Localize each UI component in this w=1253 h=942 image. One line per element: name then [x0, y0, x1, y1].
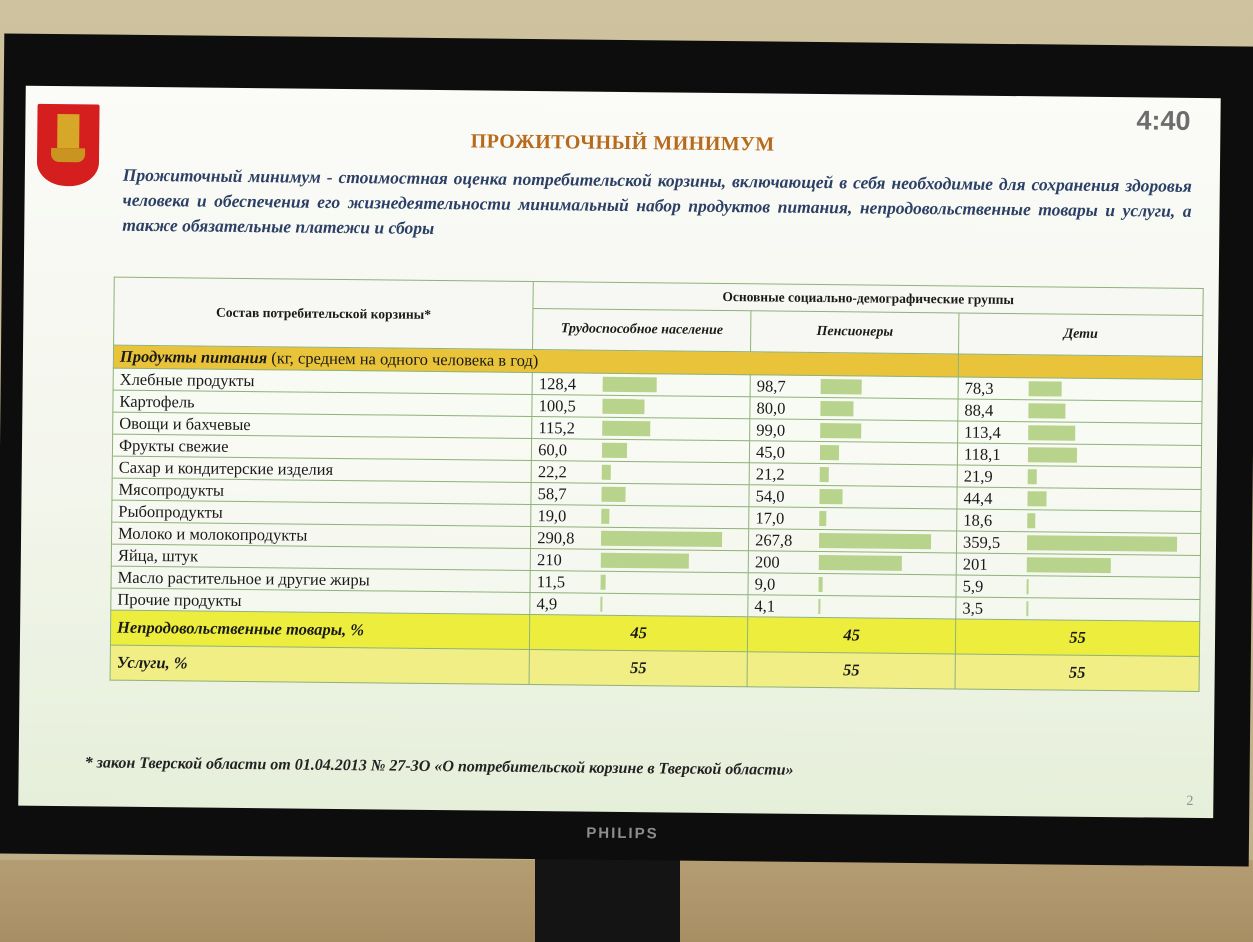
food-value-bar: [603, 377, 657, 393]
food-value: 5,9: [962, 576, 984, 596]
food-item-name: Рыбопродукты: [112, 500, 531, 526]
food-rows: [111, 368, 1202, 621]
food-value-bar: [601, 553, 689, 569]
food-value-bar: [1027, 513, 1035, 528]
basket-table: [110, 277, 1204, 692]
food-value-bar: [820, 401, 853, 416]
nonfood-value-working: 45: [530, 614, 748, 651]
food-value-bar: [601, 531, 722, 547]
food-value: 201: [962, 554, 988, 574]
food-value: 88,4: [964, 400, 994, 420]
page-number: 2: [1186, 793, 1194, 809]
food-value: 18,6: [963, 510, 993, 530]
food-value-bar: [602, 487, 626, 502]
slide-title: ПРОЖИТОЧНЫЙ МИНИМУМ: [470, 130, 775, 156]
food-value-bar: [1028, 469, 1037, 484]
food-value-bar: [1027, 491, 1046, 506]
food-value-bar: [819, 577, 823, 592]
services-label: Услуги, %: [110, 645, 530, 684]
food-value-bar: [818, 599, 820, 614]
tv-monitor: [0, 33, 1253, 866]
food-cell-children: [957, 487, 1201, 512]
food-cell-pensioners: [750, 419, 958, 443]
food-value: 200: [754, 551, 780, 572]
food-cell-children: [956, 597, 1200, 622]
food-cell-children: [957, 465, 1201, 490]
groups-header: Основные социально-демографические группы: [533, 282, 1203, 316]
food-value-bar: [820, 445, 839, 460]
food-value: 9,0: [754, 573, 776, 594]
food-cell-pensioners: [748, 573, 956, 597]
food-value-bar: [1027, 535, 1177, 552]
food-item-name: Картофель: [113, 390, 532, 416]
food-value: 128,4: [538, 373, 577, 393]
food-item-name: Овощи и бахчевые: [113, 412, 532, 438]
food-value: 98,7: [756, 375, 786, 396]
food-value-bar: [819, 555, 902, 571]
food-cell-working: [532, 417, 750, 441]
food-cell-working: [531, 527, 749, 551]
food-cell-children: [958, 421, 1202, 446]
food-value: 99,0: [756, 419, 786, 440]
food-cell-children: [958, 399, 1202, 424]
food-value: 290,8: [537, 527, 575, 547]
food-value: 210: [536, 549, 562, 569]
food-cell-children: [956, 575, 1200, 600]
food-cell-children: [956, 553, 1200, 578]
food-value-bar: [600, 597, 602, 612]
food-value: 22,2: [537, 461, 567, 481]
food-cell-working: [532, 395, 750, 419]
food-cell-working: [532, 439, 750, 463]
services-value-pensioners: 55: [747, 652, 955, 689]
food-value: 44,4: [963, 488, 993, 508]
food-item-name: Прочие продукты: [111, 588, 530, 614]
food-value-bar: [820, 489, 843, 504]
food-value: 45,0: [756, 441, 786, 462]
food-value: 78,3: [964, 378, 994, 398]
presentation-slide: [18, 86, 1220, 818]
group-header-pensioners: Пенсионеры: [751, 311, 959, 354]
food-section-empty: [958, 354, 1202, 380]
food-value-bar: [1028, 403, 1065, 418]
food-value-bar: [603, 399, 645, 414]
nonfood-value-pensioners: 45: [748, 617, 956, 654]
food-value-bar: [601, 575, 606, 590]
food-value-bar: [1027, 579, 1029, 594]
food-cell-working: [531, 505, 749, 529]
food-value-bar: [602, 421, 650, 437]
food-value: 100,5: [538, 395, 576, 415]
food-value: 115,2: [538, 417, 576, 437]
food-value: 21,2: [755, 463, 785, 484]
food-value: 11,5: [536, 571, 566, 591]
footnote: * закон Тверской области от 01.04.2013 № 27-ЗО «О потребительской корзине в Тверской области»: [84, 754, 794, 779]
food-cell-working: [531, 483, 749, 507]
nonfood-value-children: 55: [955, 619, 1199, 657]
food-value-bar: [819, 511, 826, 526]
food-value: 118,1: [963, 444, 1001, 464]
definition-text: Прожиточный минимум - стоимостная оценка потребительской корзины, включающей в себя необходимые для сохранения здоровья человека и обеспечения его жизнедеятельности минимальный набор продуктов питания, непродовольственные товары и услуги, а также обязательные платежи и сборы: [122, 164, 1192, 238]
food-cell-children: [957, 509, 1201, 534]
food-value: 58,7: [537, 483, 567, 503]
food-value-bar: [1027, 557, 1111, 573]
food-value: 4,9: [536, 593, 558, 613]
food-value: 21,9: [963, 466, 993, 486]
food-value-bar: [1029, 381, 1062, 396]
food-cell-pensioners: [749, 529, 957, 553]
tv-brand-logo: PHILIPS: [586, 824, 659, 843]
food-cell-pensioners: [748, 595, 956, 619]
food-value-bar: [602, 443, 627, 458]
food-cell-pensioners: [749, 507, 957, 531]
logo-crown: [51, 148, 85, 162]
food-cell-pensioners: [748, 551, 956, 575]
food-value-bar: [1028, 447, 1077, 463]
group-header-children: Дети: [959, 313, 1203, 357]
food-value-bar: [1026, 601, 1028, 616]
food-item-name: Сахар и кондитерские изделия: [112, 456, 531, 482]
food-value: 3,5: [962, 598, 984, 618]
food-value: 113,4: [964, 422, 1001, 442]
food-value-bar: [820, 423, 861, 438]
food-item-name: Масло растительное и другие жиры: [111, 566, 530, 592]
food-item-name: Хлебные продукты: [113, 368, 532, 394]
nonfood-label: Непродовольственные товары, %: [110, 610, 530, 649]
basket-column-header: Состав потребительской корзины*: [114, 277, 534, 349]
food-item-name: Молоко и молокопродукты: [111, 522, 530, 548]
food-value: 4,1: [754, 595, 776, 616]
food-cell-pensioners: [750, 397, 958, 421]
food-cell-working: [530, 549, 748, 573]
food-cell-children: [958, 377, 1202, 402]
food-value-bar: [819, 533, 931, 549]
services-value-working: 55: [529, 649, 747, 686]
services-value-children: 55: [955, 654, 1199, 692]
group-header-working: Трудоспособное население: [533, 309, 751, 352]
food-cell-pensioners: [750, 375, 958, 399]
food-value: 267,8: [755, 529, 793, 550]
food-item-name: Яйца, штук: [111, 544, 530, 570]
food-value: 80,0: [756, 397, 786, 418]
food-section-note: (кг, среднем на одного человека в год): [267, 348, 539, 371]
food-value: 54,0: [755, 485, 785, 506]
food-cell-working: [530, 592, 748, 616]
food-value: 359,5: [962, 532, 1001, 552]
food-section-title: Продукты питания: [119, 346, 268, 368]
food-value-bar: [602, 465, 611, 480]
food-cell-pensioners: [749, 463, 957, 487]
food-value-bar: [1028, 425, 1075, 440]
food-cell-pensioners: [749, 441, 957, 465]
food-cell-working: [530, 571, 748, 595]
food-value-bar: [820, 467, 829, 482]
food-cell-working: [531, 461, 749, 485]
food-cell-pensioners: [749, 485, 957, 509]
food-value: 19,0: [537, 505, 567, 525]
food-item-name: Мясопродукты: [112, 478, 531, 504]
food-value-bar: [821, 379, 862, 394]
timer: 4:40: [1136, 105, 1191, 136]
food-cell-children: [957, 443, 1201, 468]
food-value-bar: [601, 509, 609, 524]
food-item-name: Фрукты свежие: [112, 434, 531, 460]
food-cell-children: [956, 531, 1200, 556]
tv-stand: [535, 850, 680, 942]
food-value: 60,0: [538, 439, 568, 459]
food-cell-working: [532, 373, 750, 397]
food-value: 17,0: [755, 507, 785, 528]
